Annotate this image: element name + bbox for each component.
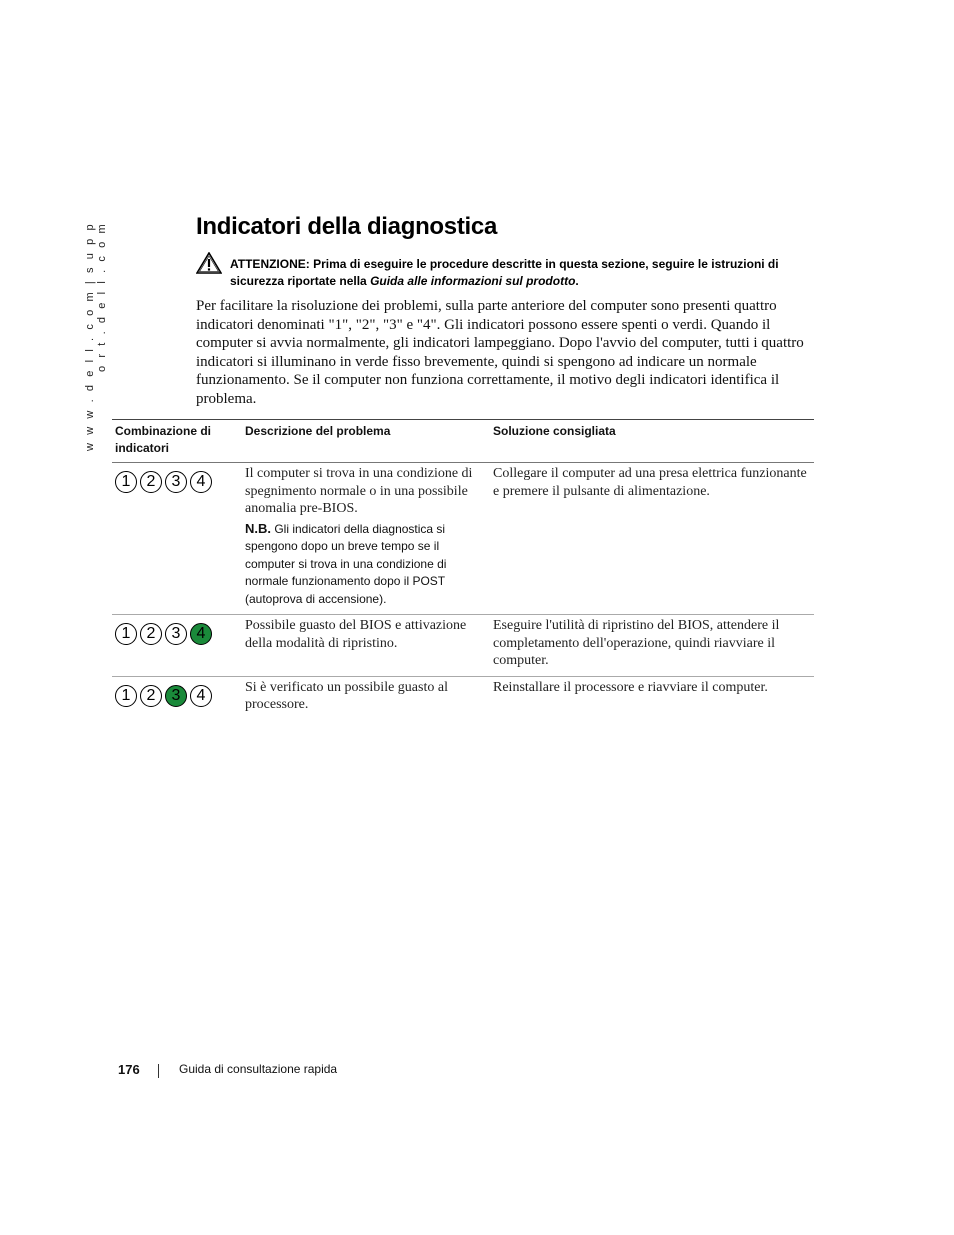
footer-title: Guida di consultazione rapida	[179, 1062, 338, 1076]
led-indicator: 4	[190, 471, 212, 493]
note-text: Gli indicatori della diagnostica si spengono dopo un breve tempo se il computer si trova in una condizione di normale funzionamento dopo il POST (autoprova di accensione).	[245, 521, 447, 606]
led-indicator: 3	[165, 685, 187, 707]
led-indicator: 2	[140, 685, 162, 707]
solution-cell: Reinstallare il processore e riavviare il computer.	[493, 679, 768, 695]
header-combination: Combinazione di indicatori	[112, 420, 242, 463]
led-indicator: 1	[115, 623, 137, 645]
warning-text	[230, 256, 790, 290]
description-cell: Si è verificato un possibile guasto al processore.	[245, 679, 448, 712]
led-combination-cell	[112, 676, 242, 720]
led-indicator: 3	[165, 471, 187, 493]
page-title: Indicatori della diagnostica	[196, 213, 497, 240]
note-label: N.B.	[245, 520, 271, 536]
description-cell: Possibile guasto del BIOS e attivazione della modalità di ripristino.	[242, 615, 490, 677]
intro-paragraph: Per facilitare la risoluzione dei problemi, sulla parte anteriore del computer sono presenti quattro indicatori denominati "1", "2", "3" e "4". Gli indicatori possono essere spenti o verdi. Quando il computer si avvia normalmente, gli indicatori lampeggiano. Dopo l'avvio del computer, tutti i quattro indicatori si illuminano in verde fisso brevemente, quindi si spengono ad indicare un normale funzionamento. Se il computer non funziona correttamente, il motivo degli indicatori identifica il problema.	[196, 298, 804, 407]
warning-body: Prima di eseguire le procedure descritte in questa sezione, seguire le istruzioni di sicurezza riportate nella	[230, 257, 779, 288]
led-combination-cell	[112, 615, 242, 677]
table-header-row	[112, 420, 814, 463]
warning-end: .	[575, 274, 579, 288]
side-url-text: w w w . d e l l . c o m | s u p p o r t . d e l l . c o m	[84, 222, 108, 452]
header-description: Descrizione del problema	[242, 420, 490, 463]
led-indicator: 1	[115, 471, 137, 493]
description-cell	[242, 463, 490, 615]
led-pattern	[115, 617, 238, 645]
led-indicator: 2	[140, 471, 162, 493]
led-pattern	[115, 465, 238, 493]
diagnostic-table	[112, 419, 814, 720]
header-solution: Soluzione consigliata	[490, 420, 814, 463]
warning-reference: Guida alle informazioni sul prodotto	[370, 274, 576, 288]
led-indicator: 4	[190, 623, 212, 645]
led-indicator: 3	[165, 623, 187, 645]
warning-label: ATTENZIONE:	[230, 257, 310, 271]
table-row	[112, 615, 814, 677]
page-footer	[118, 1062, 338, 1077]
led-pattern	[115, 679, 238, 707]
table-row	[112, 463, 814, 615]
led-indicator: 1	[115, 685, 137, 707]
solution-cell: Eseguire l'utilità di ripristino del BIOS, attendere il completamento dell'operazione, quindi riavviare il computer.	[490, 615, 814, 677]
led-indicator: 2	[140, 623, 162, 645]
led-combination-cell	[112, 463, 242, 615]
table-row	[112, 676, 814, 720]
footer-separator	[158, 1064, 159, 1078]
note	[245, 520, 486, 609]
description-text: Il computer si trova in una condizione di spegnimento normale o in una possibile anomalia pre-BIOS.	[245, 466, 473, 516]
solution-cell: Collegare il computer ad una presa elettrica funzionante e premere il pulsante di alimentazione.	[490, 463, 814, 615]
warning-triangle-icon	[196, 252, 222, 274]
led-indicator: 4	[190, 685, 212, 707]
page-number: 176	[118, 1062, 140, 1077]
